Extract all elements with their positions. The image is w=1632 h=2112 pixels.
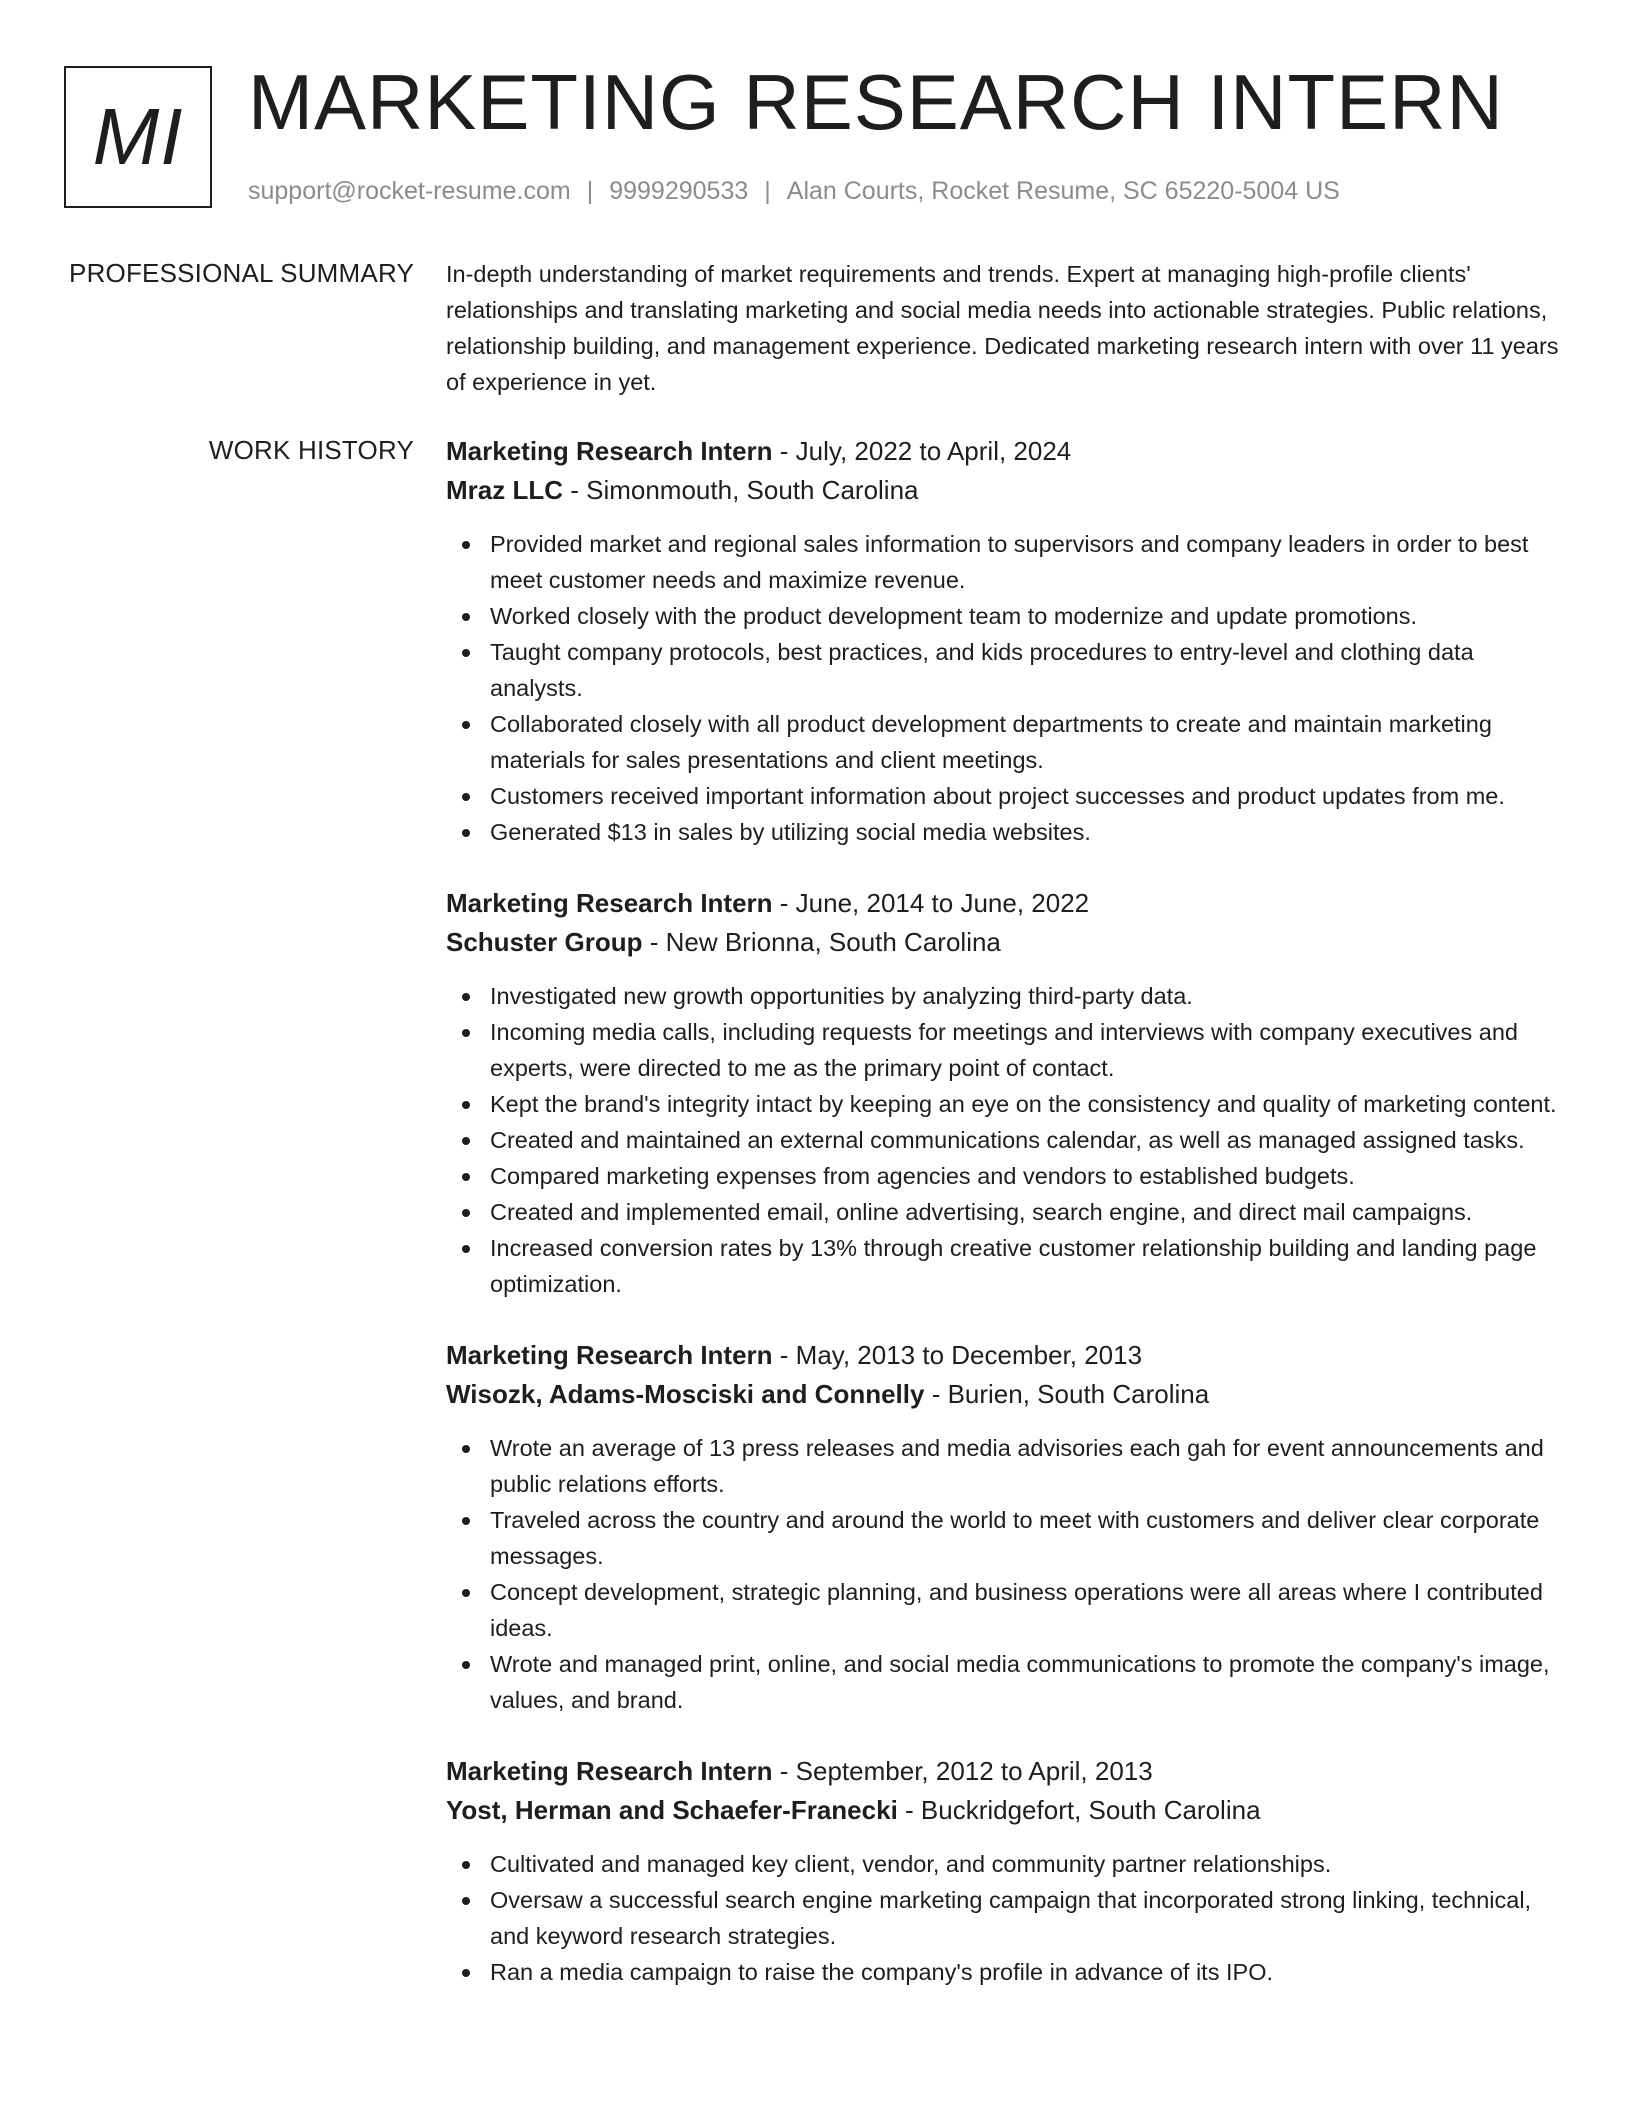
contact-address: Alan Courts, Rocket Resume, SC 65220-5004 US — [786, 177, 1340, 205]
job-entry — [446, 1752, 1562, 1990]
job-company: Mraz LLC — [446, 475, 563, 505]
bullet-item: Traveled across the country and around the world to meet with customers and deliver clear corporate messages. — [446, 1502, 1562, 1574]
bullet-item: Concept development, strategic planning, and business operations were all areas where I contributed ideas. — [446, 1574, 1562, 1646]
job-title: Marketing Research Intern — [446, 436, 773, 466]
monogram-text: MI — [92, 92, 184, 181]
bullet-item: Cultivated and managed key client, vendor, and community partner relationships. — [446, 1846, 1562, 1882]
bullet-item: Wrote an average of 13 press releases and media advisories each gah for event announcements and public relations efforts. — [446, 1430, 1562, 1502]
job-bullets — [446, 1430, 1562, 1718]
bullet-item: Created and implemented email, online advertising, search engine, and direct mail campaigns. — [446, 1194, 1562, 1230]
bullet-item: Investigated new growth opportunities by analyzing third-party data. — [446, 978, 1562, 1014]
bullet-item: Compared marketing expenses from agencies and vendors to established budgets. — [446, 1158, 1562, 1194]
contact-separator: | — [586, 177, 594, 205]
bullet-item: Created and maintained an external communications calendar, as well as managed assigned tasks. — [446, 1122, 1562, 1158]
page-title: MARKETING RESEARCH INTERN — [248, 58, 1504, 146]
job-entry — [446, 432, 1562, 850]
bullet-item: Ran a media campaign to raise the company's profile in advance of its IPO. — [446, 1954, 1562, 1990]
job-dates: - September, 2012 to April, 2013 — [772, 1756, 1153, 1786]
job-title-line — [446, 432, 1562, 471]
job-company-line — [446, 471, 1562, 510]
bullet-item: Collaborated closely with all product development departments to create and maintain marketing materials for sales presentations and client meetings. — [446, 706, 1562, 778]
job-company: Yost, Herman and Schaefer-Franecki — [446, 1795, 898, 1825]
contact-phone: 9999290533 — [609, 177, 749, 205]
work-history-section-label: WORK HISTORY — [208, 435, 414, 465]
job-entry — [446, 884, 1562, 1302]
summary-text: In-depth understanding of market requirements and trends. Expert at managing high-profile clients' relationships and translating marketing and social media needs into actionable strategies. Public relations, relationship building, and management experience. Dedicated marketing research intern with over 11 years of experience in yet. — [446, 261, 1559, 395]
bullet-item: Oversaw a successful search engine marketing campaign that incorporated strong linking, technical, and keyword research strategies. — [446, 1882, 1562, 1954]
job-title-line — [446, 1752, 1562, 1791]
bullet-item: Generated $13 in sales by utilizing social media websites. — [446, 814, 1562, 850]
job-company: Wisozk, Adams-Mosciski and Connelly — [446, 1379, 925, 1409]
job-company-line — [446, 1375, 1562, 1414]
bullet-item: Kept the brand's integrity intact by keeping an eye on the consistency and quality of marketing content. — [446, 1086, 1562, 1122]
summary-section — [446, 256, 1562, 400]
job-bullets — [446, 978, 1562, 1302]
bullet-item: Provided market and regional sales information to supervisors and company leaders in order to best meet customer needs and maximize revenue. — [446, 526, 1562, 598]
bullet-item: Customers received important information about project successes and product updates from me. — [446, 778, 1562, 814]
job-title-line — [446, 884, 1562, 923]
job-entry — [446, 1336, 1562, 1718]
job-bullets — [446, 1846, 1562, 1990]
bullet-item: Worked closely with the product development team to modernize and update promotions. — [446, 598, 1562, 634]
contact-line — [248, 174, 1340, 208]
contact-email: support@rocket-resume.com — [248, 177, 571, 205]
summary-section-label: PROFESSIONAL SUMMARY — [69, 258, 414, 288]
job-title: Marketing Research Intern — [446, 1756, 773, 1786]
job-title-line — [446, 1336, 1562, 1375]
job-dates: - July, 2022 to April, 2024 — [772, 436, 1072, 466]
work-history-section — [446, 432, 1562, 2024]
bullet-item: Incoming media calls, including requests for meetings and interviews with company executives and experts, were directed to me as the primary point of contact. — [446, 1014, 1562, 1086]
job-location: - New Brionna, South Carolina — [642, 927, 1001, 957]
job-dates: - June, 2014 to June, 2022 — [772, 888, 1090, 918]
job-title: Marketing Research Intern — [446, 888, 773, 918]
job-company: Schuster Group — [446, 927, 643, 957]
job-bullets — [446, 526, 1562, 850]
job-title: Marketing Research Intern — [446, 1340, 773, 1370]
job-dates: - May, 2013 to December, 2013 — [772, 1340, 1143, 1370]
contact-separator: | — [764, 177, 771, 205]
job-location: - Simonmouth, South Carolina — [563, 475, 919, 505]
bullet-item: Taught company protocols, best practices, and kids procedures to entry-level and clothing data analysts. — [446, 634, 1562, 706]
monogram-badge — [64, 66, 212, 208]
job-location: - Burien, South Carolina — [924, 1379, 1210, 1409]
job-location: - Buckridgefort, South Carolina — [897, 1795, 1261, 1825]
bullet-item: Wrote and managed print, online, and social media communications to promote the company's image, values, and brand. — [446, 1646, 1562, 1718]
job-company-line — [446, 923, 1562, 962]
bullet-item: Increased conversion rates by 13% through creative customer relationship building and landing page optimization. — [446, 1230, 1562, 1302]
job-company-line — [446, 1791, 1562, 1830]
